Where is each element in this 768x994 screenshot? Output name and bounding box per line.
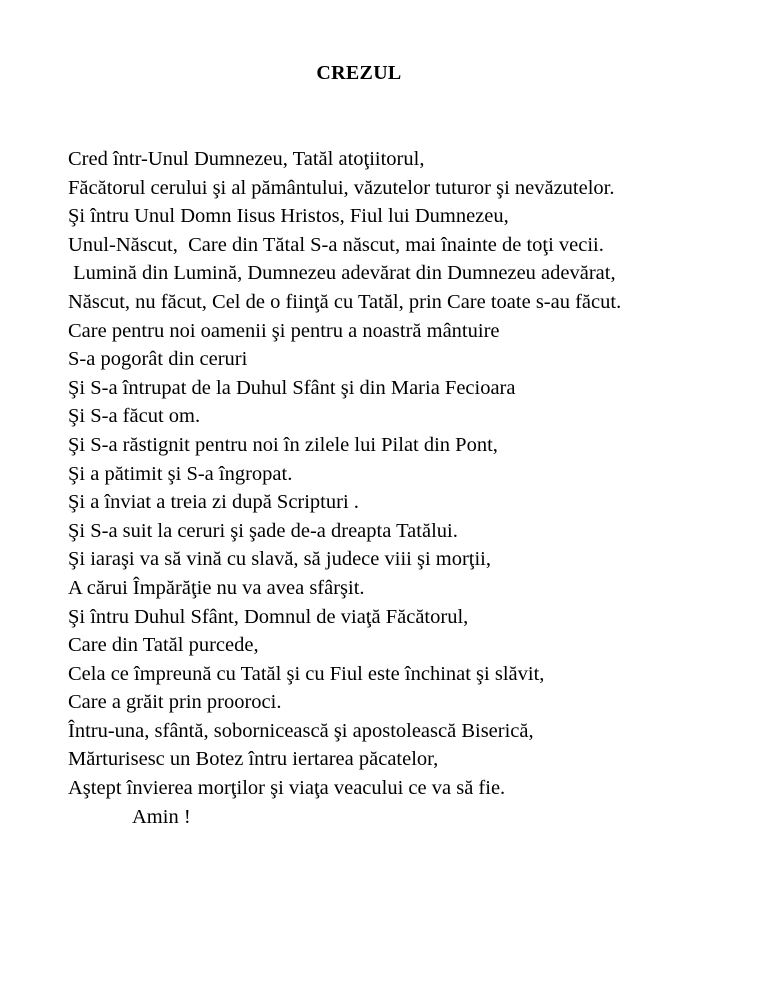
text-line-22: Mărturisesc un Botez întru iertarea păcatelor, — [68, 748, 439, 771]
text-line-2: Făcătorul cerului şi al pământului, văzutelor tuturor şi nevăzutelor. — [68, 176, 615, 199]
text-line-18: Care din Tatăl purcede, — [68, 634, 259, 657]
text-line-12: Şi a pătimit şi S-a îngropat. — [68, 462, 293, 485]
text-line-7: Care pentru noi oamenii şi pentru a noastră mântuire — [68, 319, 500, 342]
text-line-23: Aştept învierea morţilor şi viaţa veacului ce va să fie. — [68, 777, 506, 800]
text-line-10: Şi S-a făcut om. — [68, 405, 201, 428]
text-line-13: Şi a înviat a treia zi după Scripturi . — [68, 491, 359, 514]
creed-text — [68, 145, 758, 831]
text-line-15: Şi iaraşi va să vină cu slavă, să judece viii şi morţii, — [68, 548, 491, 571]
text-line-6: Născut, nu făcut, Cel de o fiinţă cu Tatăl, prin Care toate s-au făcut. — [68, 290, 622, 313]
text-line-9: Şi S-a întrupat de la Duhul Sfânt şi din Maria Fecioara — [68, 376, 516, 399]
text-line-5: Lumină din Lumină, Dumnezeu adevărat din Dumnezeu adevărat, — [68, 262, 616, 285]
text-line-16: A cărui Împărăţie nu va avea sfârşit. — [68, 576, 365, 599]
text-line-17: Şi întru Duhul Sfânt, Domnul de viaţă Făcătorul, — [68, 605, 469, 628]
text-line-4: Unul-Născut, Care din Tătal S-a născut, mai înainte de toţi vecii. — [68, 233, 604, 256]
page-title: CREZUL — [316, 62, 402, 84]
closing-amen: Amin ! — [132, 805, 191, 828]
text-line-14: Şi S-a suit la ceruri şi şade de-a dreapta Tatălui. — [68, 519, 458, 542]
text-line-1: Cred într-Unul Dumnezeu, Tatăl atoţiitorul, — [68, 148, 425, 170]
text-line-8: S-a pogorât din ceruri — [68, 348, 248, 371]
text-line-19: Cela ce împreună cu Tatăl şi cu Fiul este închinat şi slăvit, — [68, 662, 545, 685]
text-line-21: Întru-una, sfântă, sobornicească şi apostolească Biserică, — [68, 719, 534, 742]
text-line-20: Care a grăit prin prooroci. — [68, 691, 282, 714]
text-line-3: Şi întru Unul Domn Iisus Hristos, Fiul lui Dumnezeu, — [68, 205, 509, 228]
text-line-11: Şi S-a răstignit pentru noi în zilele lui Pilat din Pont, — [68, 433, 498, 456]
